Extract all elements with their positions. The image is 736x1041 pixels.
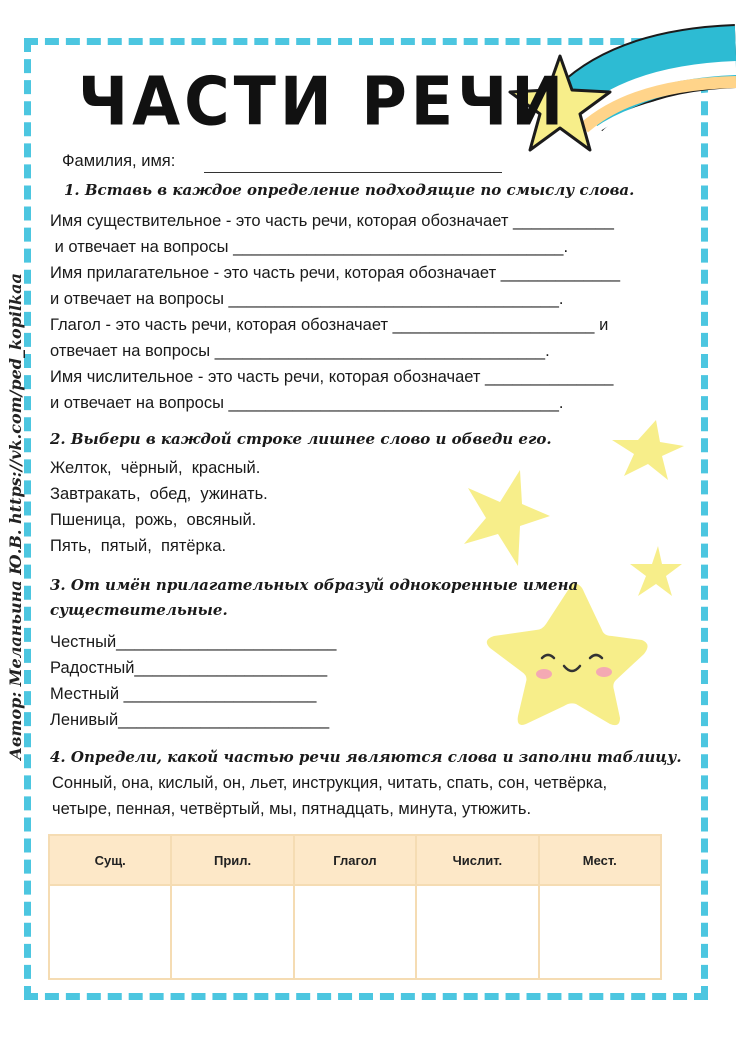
table-header-pronoun: Мест. <box>539 835 661 885</box>
task3-heading: 3. От имён прилагательных образуй однокоренные имена <box>50 576 579 594</box>
table-cell-numeral[interactable] <box>416 885 538 979</box>
table-cell-verb[interactable] <box>294 885 416 979</box>
table-cell-noun[interactable] <box>49 885 171 979</box>
table-header-numeral: Числит. <box>416 835 538 885</box>
task2-line[interactable]: Желток, чёрный, красный. <box>50 459 261 477</box>
smiling-star-icon <box>480 578 652 728</box>
task3-heading-continued: существительные. <box>50 601 228 619</box>
task4-heading: 4. Определи, какой частью речи являются слова и заполни таблицу. <box>50 748 682 766</box>
author-credit: Автор: Меланьина Ю.В. https://vk.com/ped_kopilkaa <box>6 273 25 760</box>
task2-line[interactable]: Пшеница, рожь, овсяный. <box>50 511 257 529</box>
task1-line: Имя существительное - это часть речи, которая обозначает ___________ <box>50 212 614 230</box>
table-header-noun: Сущ. <box>49 835 171 885</box>
task1-line: Имя прилагательное - это часть речи, которая обозначает _____________ <box>50 264 620 282</box>
task2-line[interactable]: Пять, пятый, пятёрка. <box>50 537 227 555</box>
table-header-adjective: Прил. <box>171 835 293 885</box>
name-field-line[interactable] <box>204 172 502 173</box>
table-header-row <box>49 835 661 885</box>
task1-line: и отвечает на вопросы ____________________________________. <box>50 238 569 256</box>
parts-of-speech-table <box>48 834 662 980</box>
page-title: ЧАСТИ РЕЧИ <box>78 62 568 141</box>
table-cell-pronoun[interactable] <box>539 885 661 979</box>
task2-heading: 2. Выбери в каждой строке лишнее слово и обведи его. <box>50 430 552 448</box>
star-small-top-icon <box>604 418 688 484</box>
task1-heading: 1. Вставь в каждое определение подходящие по смыслу слова. <box>64 181 635 199</box>
task1-line: отвечает на вопросы ____________________________________. <box>50 342 550 360</box>
table-header-verb: Глагол <box>294 835 416 885</box>
task1-line: Имя числительное - это часть речи, которая обозначает ______________ <box>50 368 614 386</box>
task3-line[interactable]: Радостный_____________________ <box>50 659 328 677</box>
task4-words: четыре, пенная, четвёртый, мы, пятнадцать, минута, утюжить. <box>52 800 532 818</box>
task3-line[interactable]: Честный________________________ <box>50 633 337 651</box>
star-large-icon <box>462 468 552 568</box>
table-cell-adjective[interactable] <box>171 885 293 979</box>
task3-line[interactable]: Местный _____________________ <box>50 685 317 703</box>
task3-line[interactable]: Ленивый_______________________ <box>50 711 330 729</box>
table-row <box>49 885 661 979</box>
task1-line: и отвечает на вопросы ____________________________________. <box>50 290 564 308</box>
task4-words: Сонный, она, кислый, он, льет, инструкция, читать, спать, сон, четвёрка, <box>52 774 608 792</box>
name-field-label: Фамилия, имя: <box>62 152 176 170</box>
task2-line[interactable]: Завтракать, обед, ужинать. <box>50 485 268 503</box>
task1-line: Глагол - это часть речи, которая обозначает ______________________ и <box>50 316 609 334</box>
task1-line: и отвечает на вопросы ____________________________________. <box>50 394 564 412</box>
